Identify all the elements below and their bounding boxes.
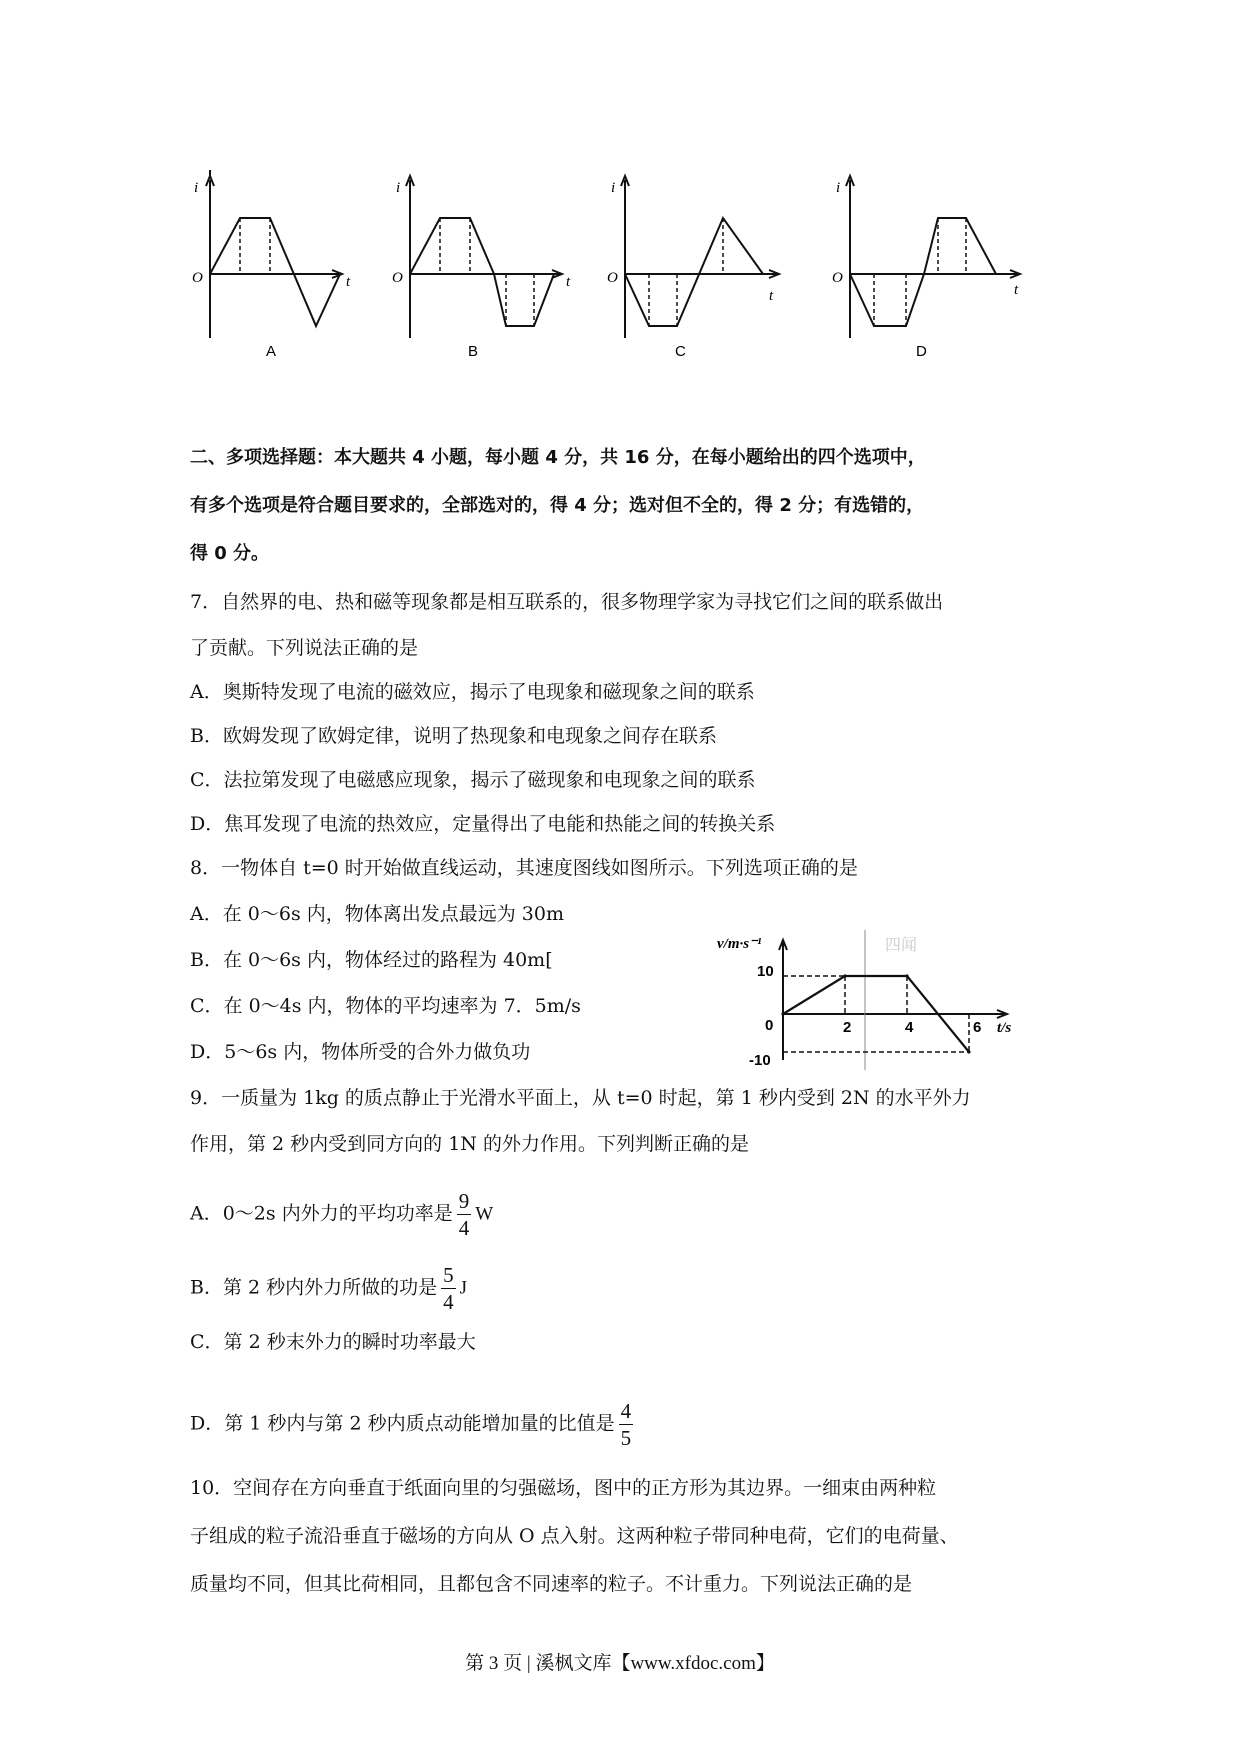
fraction-numerator: 5 [443, 1263, 454, 1287]
q9-option-a [190, 1188, 493, 1241]
vt-xtick-4: 4 [905, 1019, 914, 1036]
axis-o-label: O [607, 270, 618, 286]
q9-option-c: C．第 2 秒末外力的瞬时功率最大 [190, 1331, 476, 1353]
vt-origin: 0 [765, 1017, 774, 1034]
q9-option-b-text: B．第 2 秒内外力所做的功是 [190, 1276, 438, 1299]
axis-o-label: O [192, 270, 203, 286]
fraction-denominator: 5 [620, 1426, 632, 1450]
q10-stem-line3: 质量均不同，但其比荷相同，且都包含不同速率的粒子。不计重力。下列说法正确的是 [190, 1573, 913, 1595]
vt-data-point [781, 1012, 784, 1015]
fraction-4-5 [619, 1398, 634, 1451]
fraction-numerator: 4 [620, 1399, 632, 1423]
q8-option-c: C．在 0～4s 内，物体的平均速率为 7．5m/s [190, 995, 581, 1017]
vt-data-point [905, 974, 908, 977]
vt-ytick-neg10: -10 [749, 1052, 771, 1069]
axis-t-label: t [346, 274, 351, 290]
axis-i-label: i [836, 180, 841, 196]
graph-b [390, 170, 580, 360]
vt-ytick-10: 10 [757, 963, 774, 980]
graph-c [605, 170, 805, 360]
graph-label-b: B [468, 343, 479, 360]
q8-option-b: B．在 0～6s 内，物体经过的路程为 40m[ [190, 949, 553, 971]
graph-label-d: D [916, 343, 927, 360]
q7-option-a: A．奥斯特发现了电流的磁效应，揭示了电现象和磁现象之间的联系 [190, 681, 755, 703]
q9-stem-line2: 作用，第 2 秒内受到同方向的 1N 的外力作用。下列判断正确的是 [190, 1133, 749, 1155]
vt-xlabel: t/s [997, 1020, 1012, 1036]
q8-option-d: D．5～6s 内，物体所受的合外力做负功 [190, 1041, 531, 1063]
q7-option-c: C．法拉第发现了电磁感应现象，揭示了磁现象和电现象之间的联系 [190, 769, 756, 791]
axis-t-label: t [566, 274, 571, 290]
fraction-denominator: 4 [458, 1216, 470, 1240]
q7-stem-line2: 了贡献。下列说法正确的是 [190, 637, 419, 659]
q9-stem-line1: 9．一质量为 1kg 的质点静止于光滑水平面上，从 t=0 时起，第 1 秒内受到 2N 的水平外力 [190, 1087, 971, 1109]
q9-option-d-text: D．第 1 秒内与第 2 秒内质点动能增加量的比值是 [190, 1412, 615, 1435]
axis-t-label: t [769, 288, 774, 304]
current-graphs [180, 170, 1080, 370]
fraction-9-4 [457, 1188, 472, 1241]
axis-t-label: t [1014, 282, 1019, 298]
vt-watermark: 四闻 [885, 935, 918, 954]
vt-data-point [843, 974, 846, 977]
graph-d [828, 170, 1038, 360]
fraction-numerator: 9 [458, 1189, 470, 1213]
q9-option-d [190, 1398, 637, 1451]
section2-line3: 得 0 分。 [190, 543, 270, 564]
q8-stem: 8．一物体自 t=0 时开始做直线运动，其速度图线如图所示。下列选项正确的是 [190, 857, 858, 879]
vt-ylabel: v/m·s⁻¹ [717, 936, 762, 952]
axis-o-label: O [832, 270, 843, 286]
section2-line1: 二、多项选择题：本大题共 4 小题，每小题 4 分，共 16 分，在每小题给出的四个选项中， [190, 447, 926, 468]
fraction-5-4 [441, 1262, 456, 1315]
q10-stem-line2: 子组成的粒子流沿垂直于磁场的方向从 O 点入射。这两种粒子带同种电荷，它们的电荷量、 [190, 1525, 959, 1547]
q7-option-b: B．欧姆发现了欧姆定律，说明了热现象和电现象之间存在联系 [190, 725, 717, 747]
graph-a [180, 170, 370, 360]
section2-line2: 有多个选项是符合题目要求的，全部选对的，得 4 分；选对但不全的，得 2 分；有选错的， [190, 495, 925, 516]
fraction-denominator: 4 [443, 1290, 454, 1314]
axis-i-label: i [194, 180, 199, 196]
axis-o-label: O [392, 270, 403, 286]
q9-option-b [190, 1262, 467, 1315]
q7-stem-line1: 7．自然界的电、热和磁等现象都是相互联系的，很多物理学家为寻找它们之间的联系做出 [190, 591, 944, 613]
graph-label-a: A [266, 343, 277, 360]
velocity-time-graph [705, 930, 1035, 1070]
q9-option-a-text: A．0～2s 内外力的平均功率是 [190, 1202, 453, 1225]
q10-stem-line1: 10．空间存在方向垂直于纸面向里的匀强磁场，图中的正方形为其边界。一细束由两种粒 [190, 1477, 937, 1499]
unit-watt: W [475, 1203, 494, 1225]
unit-joule: J [459, 1277, 468, 1299]
page-footer: 第 3 页 | 溪枫文库【www.xfdoc.com】 [465, 1653, 775, 1674]
axis-i-label: i [611, 180, 616, 196]
q7-option-d: D．焦耳发现了电流的热效应，定量得出了电能和热能之间的转换关系 [190, 813, 776, 835]
vt-data-point [967, 1050, 970, 1053]
vt-xtick-2: 2 [843, 1019, 852, 1036]
vt-xtick-6: 6 [973, 1019, 982, 1036]
graph-label-c: C [675, 343, 686, 360]
q8-option-a: A．在 0～6s 内，物体离出发点最远为 30m [190, 903, 564, 925]
axis-i-label: i [396, 180, 401, 196]
